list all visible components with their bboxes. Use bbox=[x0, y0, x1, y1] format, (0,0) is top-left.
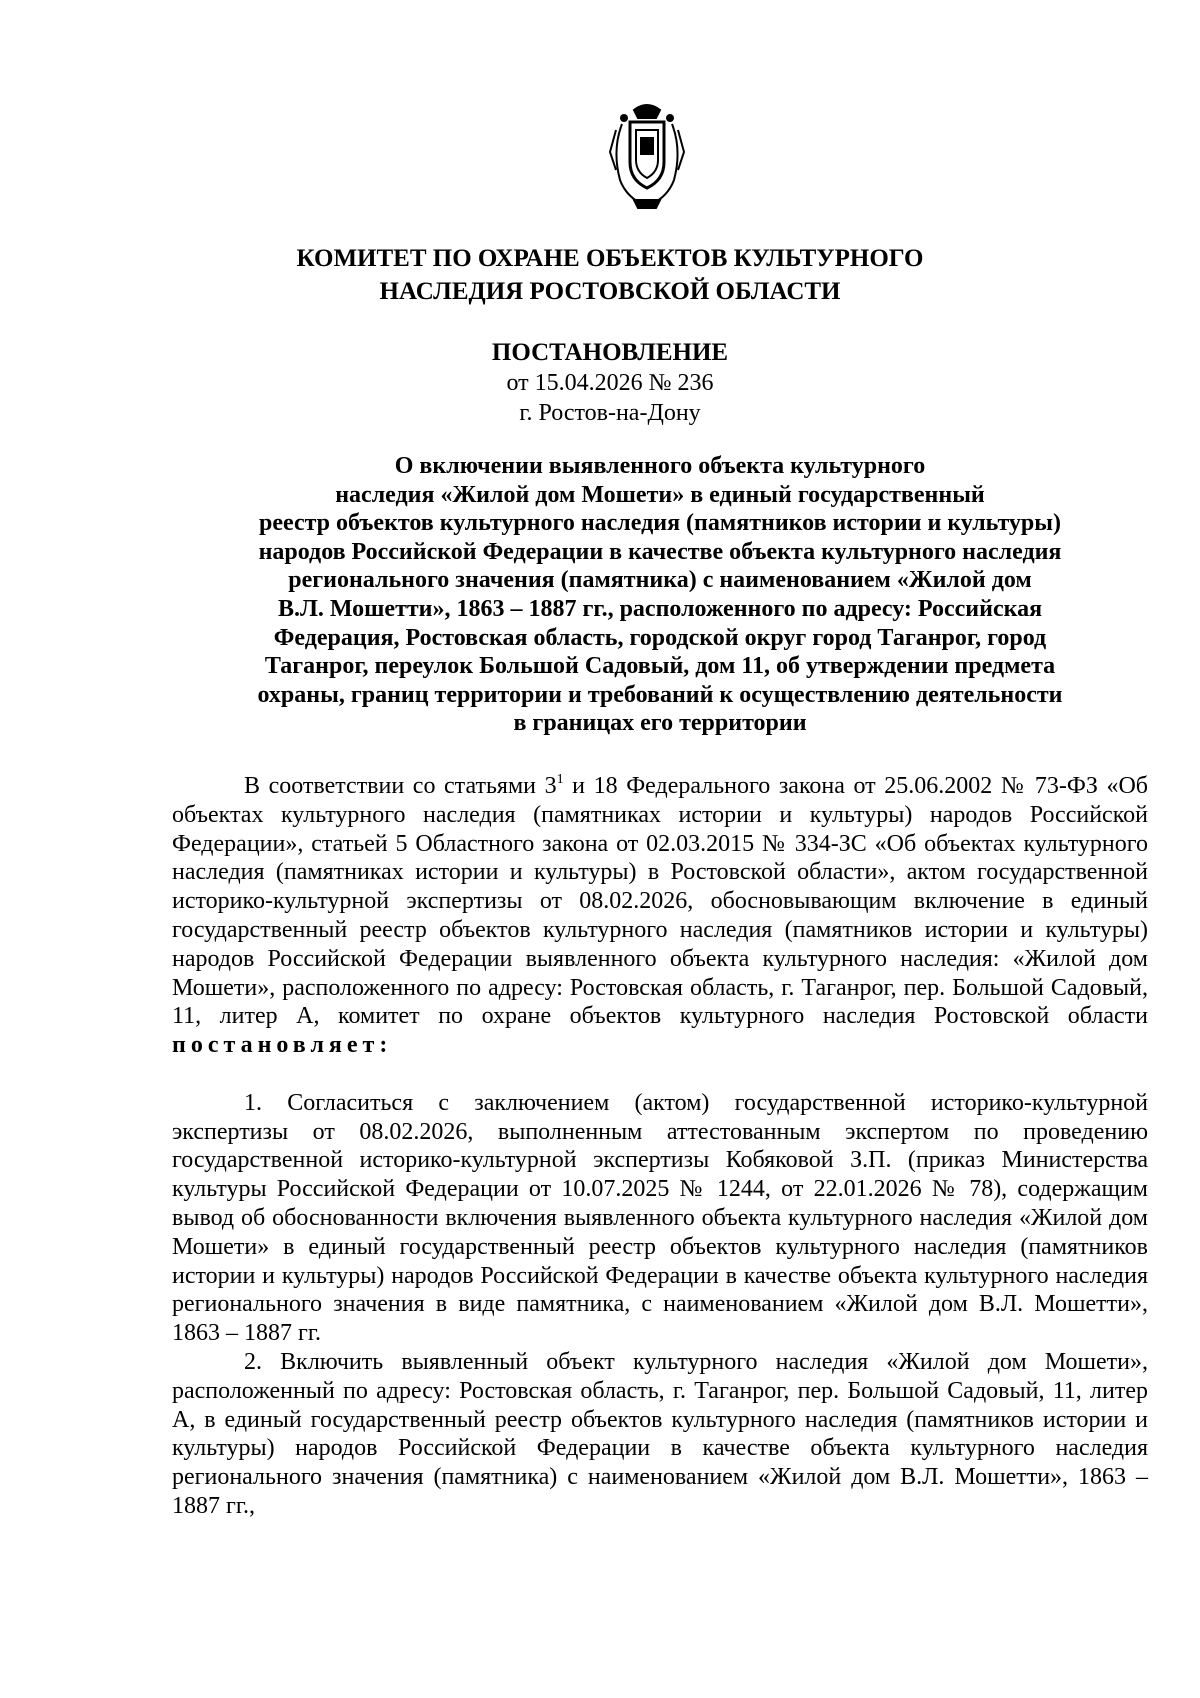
title-line: охраны, границ территории и требований к осуществлению деятельности bbox=[257, 681, 1063, 708]
decree-item: 1. Согласиться с заключением (актом) государственной историко-культурной экспертизы от 08.02.2026, выполненным аттестованным экспертом по проведению государственной историко-культурной экспертизы Кобяковой З.П. (приказ Министерства культуры Российской Федерации от 10.07.2025 № 1244, от 22.01.2026 № 78), содержащим вывод об обоснованности включения выявленного объекта культурного наследия «Жилой дом Мошети» в единый государственный реестр объектов культурного наследия (памятников истории и культуры) народов Российской Федерации в качестве объекта культурного наследия регионального значения в виде памятника, с наименованием «Жилой дом В.Л. Мошетти», 1863 – 1887 гг. bbox=[172, 1089, 1148, 1347]
decree-word: постановляет: bbox=[172, 1032, 393, 1059]
decree-item: 2. Включить выявленный объект культурного наследия «Жилой дом Мошети», расположенный по адресу: Ростовская область, г. Таганрог, пер. Большой Садовый, 11, литер А, в единый государственный реестр объектов культурного наследия (памятников истории и культуры) народов Российской Федерации в качестве объекта культурного наследия регионального значения (памятника) с наименованием «Жилой дом В.Л. Мошетти», 1863 – 1887 гг., bbox=[172, 1348, 1148, 1519]
article-superscript: 1 bbox=[556, 772, 564, 787]
title-line: Таганрог, переулок Большой Садовый, дом 11, об утверждении предмета bbox=[264, 653, 1056, 680]
preamble-text: В соответствии со статьями 3 bbox=[244, 773, 557, 799]
title-line: народов Российской Федерации в качестве объекта культурного наследия bbox=[258, 538, 1062, 565]
coat-of-arms-icon bbox=[604, 100, 690, 212]
document-title bbox=[172, 452, 1148, 738]
preamble-text-cont: и 18 Федерального закона от 25.06.2002 № 73-ФЗ «Об объектах культурного наследия (памятниках истории и культуры) народов Российской Федерации», статьей 5 Областного закона от 02.03.2015 № 334-ЗС «Об объектах культурного наследия (памятниках истории и культуры) в Ростовской области», актом государственной историко-культурной экспертизы от 08.02.2026, обосновывающим включение в единый государственный реестр объектов культурного наследия (памятников истории и культуры) народов Российской Федерации выявленного объекта культурного наследия: «Жилой дом Мошети», расположенного по адресу: Ростовская область, г. Таганрог, пер. Большой Садовый, 11, литер А, комитет по охране объектов культурного наследия Ростовской области bbox=[172, 773, 1148, 1030]
title-line: наследия «Жилой дом Мошети» в единый государственный bbox=[335, 481, 985, 508]
organization-line: НАСЛЕДИЯ РОСТОВСКОЙ ОБЛАСТИ bbox=[379, 278, 841, 305]
document-type: ПОСТАНОВЛЕНИЕ bbox=[491, 339, 729, 366]
document-body bbox=[172, 772, 1148, 1521]
preamble-paragraph bbox=[172, 772, 1148, 1060]
title-line: реестр объектов культурного наследия (памятников истории и культуры) bbox=[259, 510, 1061, 537]
document-city: г. Ростов-на-Дону bbox=[519, 400, 701, 426]
title-line: в границах его территории bbox=[513, 710, 807, 737]
document-meta bbox=[170, 368, 1050, 428]
title-line: Федерация, Ростовская область, городской округ город Таганрог, город bbox=[273, 624, 1047, 651]
document-date-number: от 15.04.2026 № 236 bbox=[506, 370, 714, 396]
organization-line: КОМИТЕТ ПО ОХРАНЕ ОБЪЕКТОВ КУЛЬТУРНОГО bbox=[296, 245, 924, 272]
title-line: О включении выявленного объекта культурного bbox=[394, 453, 926, 479]
organization-name bbox=[170, 242, 1050, 308]
title-line: регионального значения (памятника) с наименованием «Жилой дом bbox=[288, 567, 1032, 594]
title-line: В.Л. Мошетти», 1863 – 1887 гг., расположенного по адресу: Российская bbox=[277, 595, 1043, 622]
